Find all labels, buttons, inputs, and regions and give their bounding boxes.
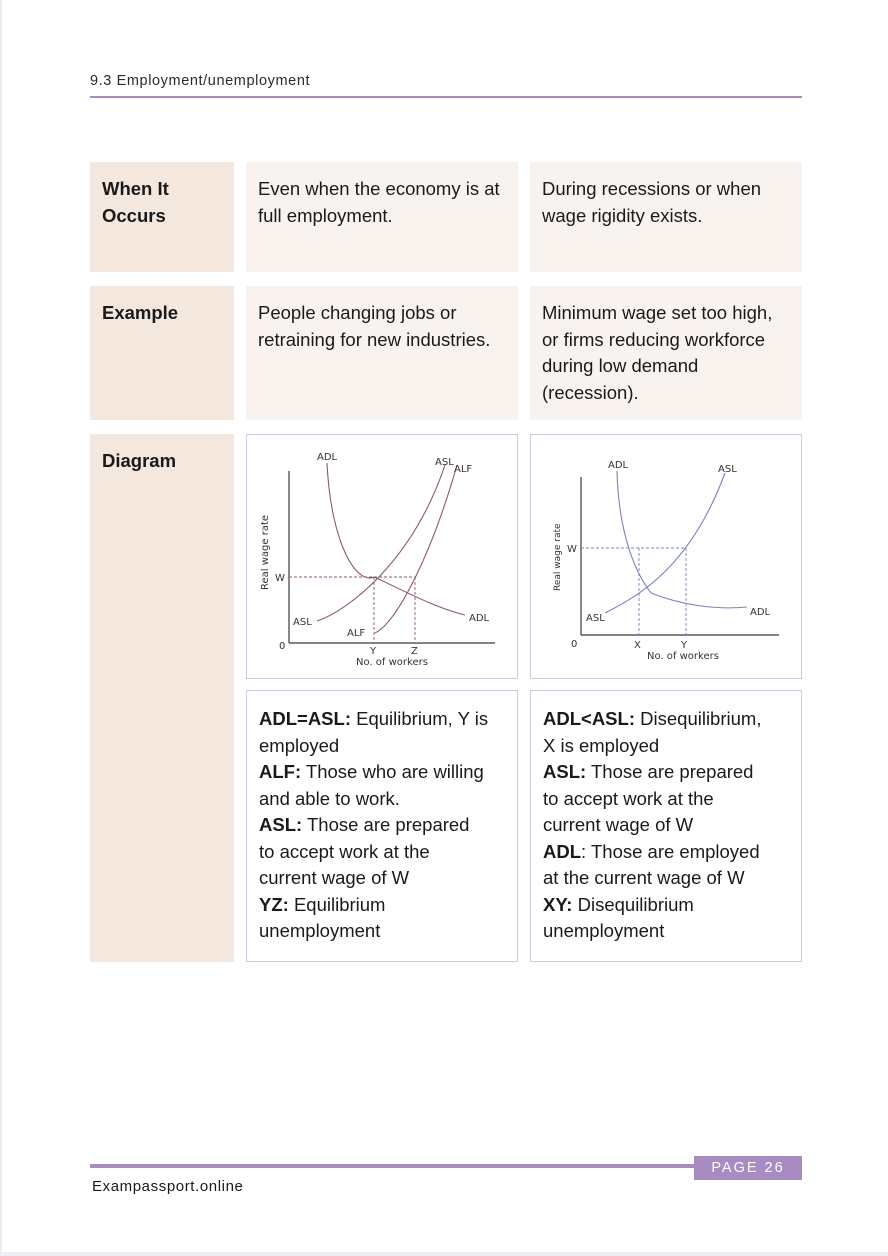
header-rule	[90, 96, 802, 98]
diagram1-y-tick: Y	[370, 646, 377, 657]
diagram1-adl-curve	[327, 463, 465, 615]
desc-line: ALF: Those who are willing	[259, 761, 484, 782]
desc-line: unemployment	[543, 920, 665, 941]
diagram2-adl-top-label: ADL	[608, 460, 629, 471]
example-col2-cell: Minimum wage set too high, or firms reducing workforce during low demand (recession).	[530, 286, 802, 420]
page-edge	[0, 0, 2, 1256]
diagram2-adl-curve	[617, 471, 747, 608]
desc-line: ADL<ASL: Disequilibrium,	[543, 708, 762, 729]
diagram2-y-axis-label: Real wage rate	[553, 523, 563, 591]
desc-line: ASL: Those are prepared	[259, 814, 470, 835]
diagram1-alf-top-label: ALF	[454, 464, 473, 475]
diagram2-asl-start-label: ASL	[586, 613, 605, 624]
diagram1-asl-start-label: ASL	[293, 617, 312, 628]
desc-line: ADL: Those are employed	[543, 840, 760, 862]
desc-line: YZ: Equilibrium	[259, 893, 386, 915]
diagram2-w-label: W	[567, 544, 577, 555]
diagram2-x-axis-label: No. of workers	[647, 651, 719, 662]
desc-line: ADL=ASL: Equilibrium, Y is	[259, 708, 489, 729]
page-header	[90, 73, 802, 89]
diagram2-y-tick: Y	[681, 640, 688, 651]
diagram1-origin-label: 0	[279, 641, 286, 652]
diagram1-adl-top-label: ADL	[317, 452, 338, 463]
diagram1-description	[246, 690, 518, 962]
footer-rule	[90, 1164, 694, 1168]
when-col1-cell: Even when the economy is at full employment.	[246, 162, 518, 272]
row-label-diagram: Diagram	[90, 434, 234, 962]
desc-line: current wage of W	[259, 867, 410, 888]
desc-line: to accept work at the	[543, 787, 714, 809]
diagram2-asl-curve	[605, 473, 725, 613]
diagram2-x-tick: X	[634, 640, 641, 651]
page-edge	[0, 1252, 888, 1256]
desc-line: unemployment	[259, 920, 381, 941]
diagram1-asl-top-label: ASL	[435, 457, 454, 468]
diagram1-w-label: W	[275, 573, 285, 584]
diagram1-svg	[247, 435, 517, 678]
when-col2-cell: During recessions or when wage rigidity exists.	[530, 162, 802, 272]
diagram2-cell	[530, 434, 802, 679]
row-label-when: When It Occurs	[90, 162, 234, 272]
diagram1-asl-curve	[317, 465, 445, 621]
desc-line: X is employed	[543, 734, 660, 756]
example-col1-cell: People changing jobs or retraining for new industries.	[246, 286, 518, 420]
desc-line: to accept work at the	[259, 840, 430, 862]
diagram1-z-tick: Z	[411, 646, 418, 657]
page-number-badge: PAGE 26	[694, 1156, 802, 1180]
desc-line: ASL: Those are prepared	[543, 761, 754, 782]
diagram1-y-axis-label: Real wage rate	[260, 514, 271, 590]
diagram2-adl-end-label: ADL	[750, 607, 771, 618]
diagram2-description	[530, 690, 802, 962]
diagram1-alf-start-label: ALF	[347, 628, 366, 639]
desc-line: and able to work.	[259, 787, 400, 809]
diagram2-svg	[531, 435, 801, 678]
desc-line: XY: Disequilibrium	[543, 893, 694, 915]
diagram1-x-axis-label: No. of workers	[356, 657, 428, 668]
diagram1-adl-end-label: ADL	[469, 613, 490, 624]
diagram1-cell	[246, 434, 518, 679]
section-title: 9.3 Employment/unemployment	[90, 73, 311, 89]
diagram2-asl-top-label: ASL	[718, 464, 737, 475]
diagram2-origin-label: 0	[571, 639, 578, 650]
diagram1-alf-curve	[375, 465, 457, 633]
footer-site-name: Exampassport.online	[92, 1178, 244, 1195]
desc-line: employed	[259, 734, 340, 756]
row-label-example: Example	[90, 286, 234, 420]
desc-line: current wage of W	[543, 814, 694, 835]
desc-line: at the current wage of W	[543, 867, 745, 888]
